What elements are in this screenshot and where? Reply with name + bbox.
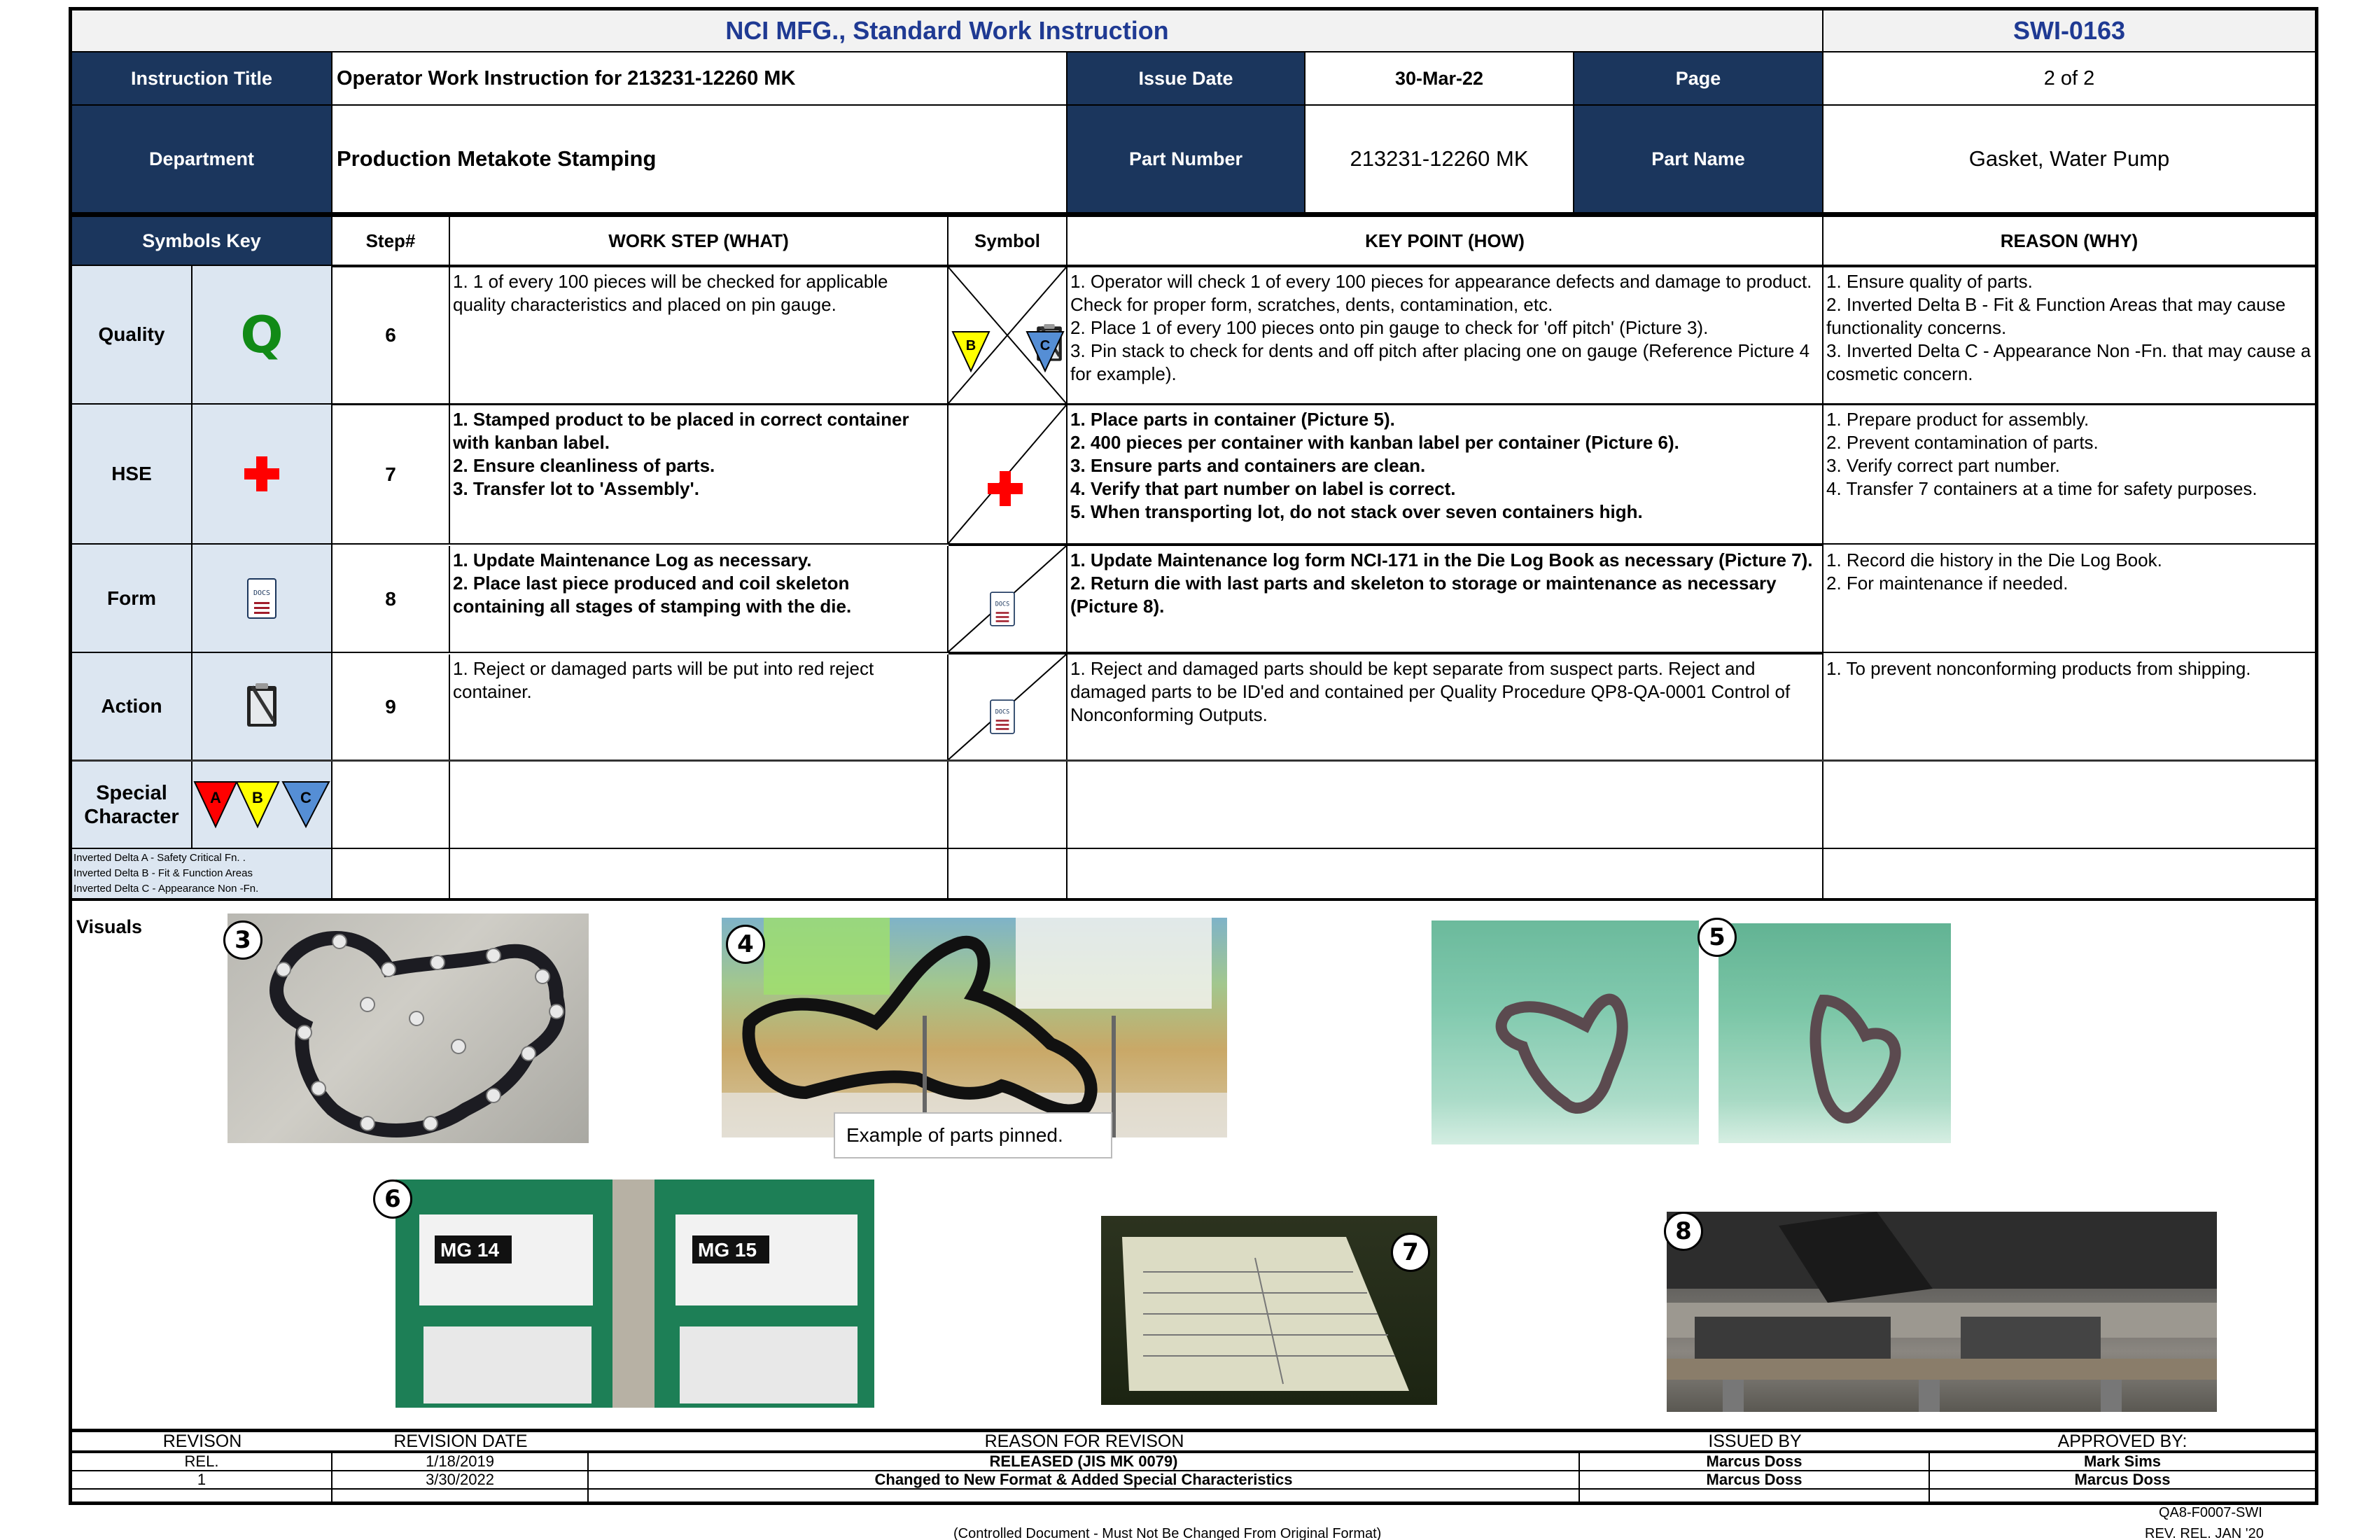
key-point-line: 3. Ensure parts and containers are clean. [1070,455,1426,476]
symbol-cell [948,654,1068,761]
step-number: 6 [332,267,450,405]
docs-icon: DOCS [990,592,1015,626]
reason-line: 1. Ensure quality of parts. [1826,271,2033,292]
red-cross-icon [244,456,279,491]
empty-cell [1068,762,1823,849]
revision-issued-by: Marcus Doss [1580,1471,1930,1490]
reason-text [1823,546,2315,653]
symbol-header: Symbol [948,217,1068,266]
svg-text:MG 15: MG 15 [698,1239,757,1261]
step-number: 8 [332,546,450,653]
delta-b-icon [951,330,990,372]
department-label: Department [72,106,332,214]
symbols-key-header: Symbols Key [72,217,332,266]
symbol-cell [948,267,1068,405]
picture-5-number-badge: 5 [1698,918,1737,957]
work-step-line: 2. Place last piece produced and coil skeleton containing all stages of stamping with the die. [453,573,852,617]
picture-6-number-badge: 6 [373,1180,412,1219]
symbol-key-form-icon-cell [192,545,332,653]
reason-line: 2. Prevent contamination of parts. [1826,432,2099,453]
key-point-line: 1. Operator will check 1 of every 100 pieces for appearance defects and damage to product. Check for proper form, scratches, dents, contamination, etc. [1070,271,1812,315]
legend-line: Inverted Delta A - Safety Critical Fn. . [74,852,246,864]
revision-issued-by [1580,1490,1930,1505]
revision-approved-by: Marcus Doss [1930,1471,2315,1490]
empty-cell [948,849,1068,899]
key-point-line: 2. Return die with last parts and skeleton to storage or maintenance as necessary (Picture 8). [1070,573,1777,617]
part-name-value: Gasket, Water Pump [1823,106,2315,214]
issue-date-label: Issue Date [1068,52,1306,106]
work-step-text [450,654,948,761]
symbol-key-hse-icon-cell [192,405,332,545]
work-step-header: WORK STEP (WHAT) [450,217,948,266]
empty-cell [1823,849,2315,899]
revision-date [332,1490,589,1505]
revision-rev: REL. [72,1453,332,1471]
revision-reason [589,1490,1580,1505]
gasket-on-pin-gauge-image [227,913,589,1143]
empty-cell [948,762,1068,849]
key-point-line: 4. Verify that part number on label is correct. [1070,478,1456,499]
reason-line: 3. Verify correct part number. [1826,455,2060,476]
key-point-line: 1. Place parts in container (Picture 5). [1070,409,1395,430]
revision-header-rev: REVISON [72,1432,332,1452]
divider [72,898,2315,901]
symbol-key-special-icon-cell [192,762,332,849]
step-header: Step# [332,217,450,266]
controlled-document-notice: (Controlled Document - Must Not Be Changed From Original Format) [953,1526,1382,1540]
clipboard-pen-icon [247,686,276,727]
work-step-line: 2. Ensure cleanliness of parts. [453,455,715,476]
reason-line: 1. To prevent nonconforming products from shipping. [1826,658,2251,679]
svg-text:MG 14: MG 14 [440,1239,500,1261]
revision-header-date: REVISION DATE [332,1432,589,1452]
symbol-key-form-label: Form [72,545,192,653]
picture-6 [396,1180,874,1408]
key-point-text [1068,546,1823,653]
reason-text [1823,267,2315,405]
picture-8-number-badge: 8 [1664,1212,1703,1251]
revision-date: 1/18/2019 [332,1453,589,1471]
key-point-line: 5. When transporting lot, do not stack over seven containers high. [1070,501,1643,522]
work-step-text [450,405,948,545]
work-step-text [450,546,948,653]
symbol-key-quality-label: Quality [72,266,192,405]
gasket-in-bag-image [1432,920,1699,1144]
key-point-text [1068,267,1823,405]
kanban-containers-image [396,1180,874,1408]
key-point-line: 2. 400 pieces per container with kanban label per container (Picture 6). [1070,432,1679,453]
visuals-label: Visuals [76,916,143,937]
revision-rev: 1 [72,1471,332,1490]
reason-line: 2. For maintenance if needed. [1826,573,2068,594]
picture-4-caption: Example of parts pinned. [834,1112,1112,1158]
reason-line: 4. Transfer 7 containers at a time for safety purposes. [1826,478,2258,499]
revision-header-approved-by: APPROVED BY: [1930,1432,2315,1452]
issue-date-value: 30-Mar-22 [1306,52,1574,106]
revision-header-issued-by: ISSUED BY [1580,1432,1930,1452]
die-log-book-image [1101,1216,1437,1405]
key-point-line: 2. Place 1 of every 100 pieces onto pin gauge to check for 'off pitch' (Picture 3). [1070,317,1709,338]
picture-8 [1667,1212,2217,1412]
delta-c-icon [1026,330,1065,372]
key-point-text [1068,654,1823,761]
picture-5b [1718,923,1951,1143]
symbol-key-special-label: Special Character [72,762,192,849]
revision-header-reason: REASON FOR REVISON [589,1432,1580,1452]
picture-5a [1432,920,1699,1144]
symbol-cell [948,405,1068,545]
reason-text [1823,654,2315,761]
empty-cell [450,849,948,899]
docs-icon: DOCS [990,699,1015,734]
reason-header: REASON (WHY) [1823,217,2315,266]
svg-text:C: C [1040,338,1051,354]
page-value: 2 of 2 [1823,52,2315,106]
symbol-key-quality-icon-cell [192,266,332,405]
gasket-in-bag-image [1718,923,1951,1143]
svg-text:B: B [252,788,263,806]
work-step-line: 1. 1 of every 100 pieces will be checked for applicable quality characteristics and placed on pin gauge. [453,271,888,315]
symbol-key-action-icon-cell [192,653,332,761]
form-number: QA8-F0007-SWI [2159,1505,2262,1520]
reason-line: 1. Record die history in the Die Log Book. [1826,550,2162,570]
symbol-key-hse-label: HSE [72,405,192,545]
legend-line: Inverted Delta B - Fit & Function Areas [74,867,253,879]
revision-reason: Changed to New Format & Added Special Characteristics [589,1471,1580,1490]
special-deltas-icon [193,780,330,830]
work-step-line: 1. Update Maintenance Log as necessary. [453,550,812,570]
svg-text:A: A [210,788,221,806]
docs-icon: DOCS [247,578,276,619]
work-step-text [450,267,948,405]
picture-4-number-badge: 4 [726,925,765,964]
work-step-line: 3. Transfer lot to 'Assembly'. [453,478,699,499]
die-storage-image [1667,1212,2217,1412]
red-cross-icon [988,471,1023,506]
symbol-cell [948,546,1068,653]
document-number: SWI-0163 [1823,10,2315,52]
step-number: 9 [332,654,450,761]
delta-legend [72,849,332,899]
picture-4 [722,918,1227,1138]
empty-cell [1823,762,2315,849]
empty-cell [332,762,450,849]
work-instruction-sheet [69,7,2318,1505]
revision-date: 3/30/2022 [332,1471,589,1490]
key-point-text [1068,405,1823,545]
key-point-line: 1. Update Maintenance log form NCI-171 in the Die Log Book as necessary (Picture 7). [1070,550,1813,570]
reason-line: 3. Inverted Delta C - Appearance Non -Fn. that may cause a cosmetic concern. [1826,340,2311,384]
revision-issued-by: Marcus Doss [1580,1453,1930,1471]
svg-text:C: C [300,788,312,806]
instruction-title-value: Operator Work Instruction for 213231-12260 MK [332,52,1068,106]
empty-cell [1068,849,1823,899]
department-value: Production Metakote Stamping [332,106,1068,214]
empty-cell [332,849,450,899]
legend-line: Inverted Delta C - Appearance Non -Fn. [74,883,259,895]
empty-cell [450,762,948,849]
picture-7-number-badge: 7 [1391,1233,1430,1272]
svg-text:B: B [965,338,976,354]
page-label: Page [1574,52,1823,106]
picture-3-number-badge: 3 [223,920,262,960]
reason-line: 2. Inverted Delta B - Fit & Function Areas that may cause functionality concerns. [1826,294,2286,338]
part-number-label: Part Number [1068,106,1306,214]
key-point-line: 1. Reject and damaged parts should be kept separate from suspect parts. Reject and damaged parts to be ID'ed and contained per Quality Procedure QP8-QA-0001 Control of Nonconforming Outputs. [1070,658,1791,725]
picture-3 [227,913,589,1143]
part-number-value: 213231-12260 MK [1306,106,1574,214]
reason-line: 1. Prepare product for assembly. [1826,409,2090,430]
part-name-label: Part Name [1574,106,1823,214]
reason-text [1823,405,2315,545]
work-step-line: 1. Reject or damaged parts will be put into red reject container. [453,658,874,702]
symbol-key-action-label: Action [72,653,192,761]
key-point-header: KEY POINT (HOW) [1068,217,1823,266]
picture-7 [1101,1216,1437,1405]
key-point-line: 3. Pin stack to check for dents and off pitch after placing one on gauge (Reference Picture 4 for example). [1070,340,1810,384]
step-number: 7 [332,405,450,545]
work-step-line: 1. Stamped product to be placed in correct container with kanban label. [453,409,909,453]
gasket-stack-pinned-image [722,918,1227,1138]
form-revision: REV. REL. JAN '20 [2145,1526,2264,1540]
document-title: NCI MFG., Standard Work Instruction [72,10,1823,52]
instruction-title-label: Instruction Title [72,52,332,106]
revision-rev [72,1490,332,1505]
revision-approved-by: Mark Sims [1930,1453,2315,1471]
quality-q-icon: Q [240,305,284,364]
revision-approved-by [1930,1490,2315,1505]
revision-reason: RELEASED (JIS MK 0079) [589,1453,1580,1471]
